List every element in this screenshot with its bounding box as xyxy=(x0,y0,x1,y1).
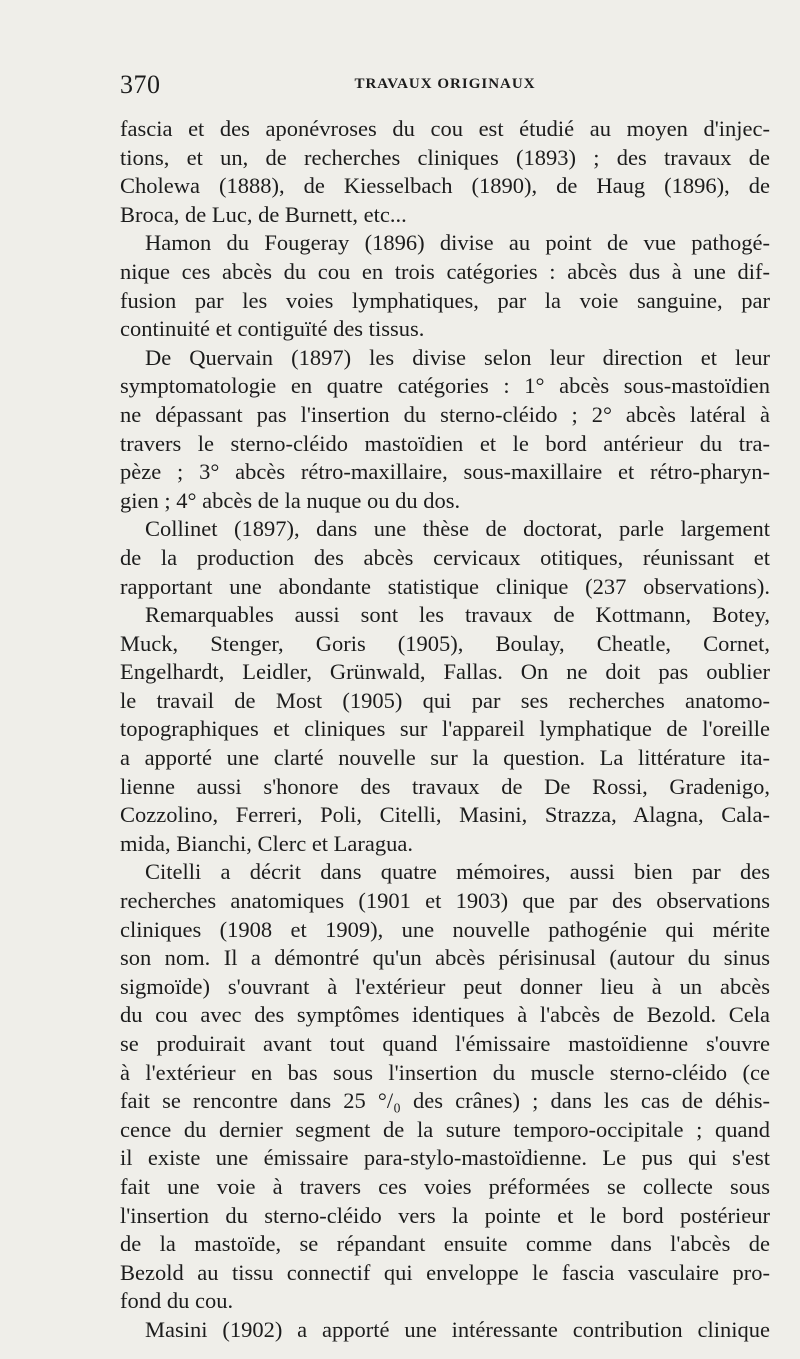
text-line: a apporté une clarté nouvelle sur la question. La littérature ita- xyxy=(120,745,770,771)
text-line: tions, et un, de recherches cliniques (1893) ; des travaux de xyxy=(120,144,770,170)
text-line: son nom. Il a démontré qu'un abcès périsinusal (autour du sinus xyxy=(120,945,770,971)
text-line: fait une voie à travers ces voies préformées se collecte sous xyxy=(120,1173,770,1199)
text-line: de la production des abcès cervicaux otitiques, réunissant et xyxy=(120,544,770,570)
text-line: fusion par les voies lymphatiques, par la voie sanguine, par xyxy=(120,287,770,313)
text-line: de la mastoïde, se répandant ensuite comme dans l'abcès de xyxy=(120,1231,770,1257)
running-head: TRAVAUX ORIGINAUX xyxy=(354,76,536,92)
text-line: Cozzolino, Ferreri, Poli, Citelli, Masini, Strazza, Alagna, Cala- xyxy=(120,802,770,828)
text-line: fait se rencontre dans 25 °/₀ des crânes) ; dans les cas de déhis- xyxy=(120,1088,770,1114)
text-line: du cou avec des symptômes identiques à l'abcès de Bezold. Cela xyxy=(120,1002,770,1028)
text-line: se produirait avant tout quand l'émissaire mastoïdienne s'ouvre xyxy=(120,1031,770,1056)
text-line: recherches anatomiques (1901 et 1903) que par des observations xyxy=(120,888,770,914)
text-line: ne dépassant pas l'insertion du sterno-cléido ; 2° abcès latéral à xyxy=(120,401,770,427)
text-line: sigmoïde) s'ouvrant à l'extérieur peut donner lieu à un abcès xyxy=(120,973,770,999)
text-line: Broca, de Luc, de Burnett, etc... xyxy=(120,201,407,227)
text-line: Hamon du Fougeray (1896) divise au point de vue pathogé- xyxy=(145,230,770,256)
text-line: nique ces abcès du cou en trois catégories : abcès dus à une dif- xyxy=(120,258,770,284)
text-line: le travail de Most (1905) qui par ses recherches anatomo- xyxy=(120,687,770,713)
page-header xyxy=(120,70,770,106)
text-line: mida, Bianchi, Clerc et Laragua. xyxy=(120,830,414,856)
text-line: Remarquables aussi sont les travaux de Kottmann, Botey, xyxy=(145,602,770,628)
text-line: Bezold au tissu connectif qui enveloppe le fascia vasculaire pro- xyxy=(120,1259,770,1285)
text-line: fond du cou. xyxy=(120,1288,234,1314)
text-line: travers le sterno-cléido mastoïdien et le bord antérieur du tra- xyxy=(120,430,770,456)
text-line: Engelhardt, Leidler, Grünwald, Fallas. On ne doit pas oublier xyxy=(120,659,770,685)
text-line: Masini (1902) a apporté une intéressante contribution clinique xyxy=(145,1316,770,1342)
text-line: cence du dernier segment de la suture temporo-occipitale ; quand xyxy=(120,1116,770,1142)
text-line: symptomatologie en quatre catégories : 1° abcès sous-mastoïdien xyxy=(120,373,770,399)
text-line: à l'extérieur en bas sous l'insertion du muscle sterno-cléido (ce xyxy=(120,1059,770,1085)
text-line: lienne aussi s'honore des travaux de De Rossi, Gradenigo, xyxy=(120,773,770,799)
text-line: topographiques et cliniques sur l'appareil lymphatique de l'oreille xyxy=(120,716,770,742)
text-line: gien ; 4° abcès de la nuque ou du dos. xyxy=(120,487,461,513)
body-text xyxy=(120,115,770,1345)
text-line: De Quervain (1897) les divise selon leur direction et leur xyxy=(145,344,770,370)
text-line: Muck, Stenger, Goris (1905), Boulay, Cheatle, Cornet, xyxy=(120,630,770,656)
text-line: Citelli a décrit dans quatre mémoires, aussi bien par des xyxy=(145,859,770,885)
text-line: Collinet (1897), dans une thèse de doctorat, parle largement xyxy=(145,516,770,542)
page-number: 370 xyxy=(120,70,161,99)
text-line: Cholewa (1888), de Kiesselbach (1890), de Haug (1896), de xyxy=(120,173,770,199)
text-line: cliniques (1908 et 1909), une nouvelle pathogénie qui mérite xyxy=(120,916,770,942)
text-line: continuité et contiguïté des tissus. xyxy=(120,316,425,342)
text-line: fascia et des aponévroses du cou est étudié au moyen d'injec- xyxy=(120,116,770,141)
text-line: l'insertion du sterno-cléido vers la pointe et le bord postérieur xyxy=(120,1202,770,1228)
text-line: pèze ; 3° abcès rétro-maxillaire, sous-maxillaire et rétro-pharyn- xyxy=(120,459,770,485)
text-line: il existe une émissaire para-stylo-mastoïdienne. Le pus qui s'est xyxy=(120,1145,770,1171)
text-line: rapportant une abondante statistique clinique (237 observations). xyxy=(120,573,770,599)
